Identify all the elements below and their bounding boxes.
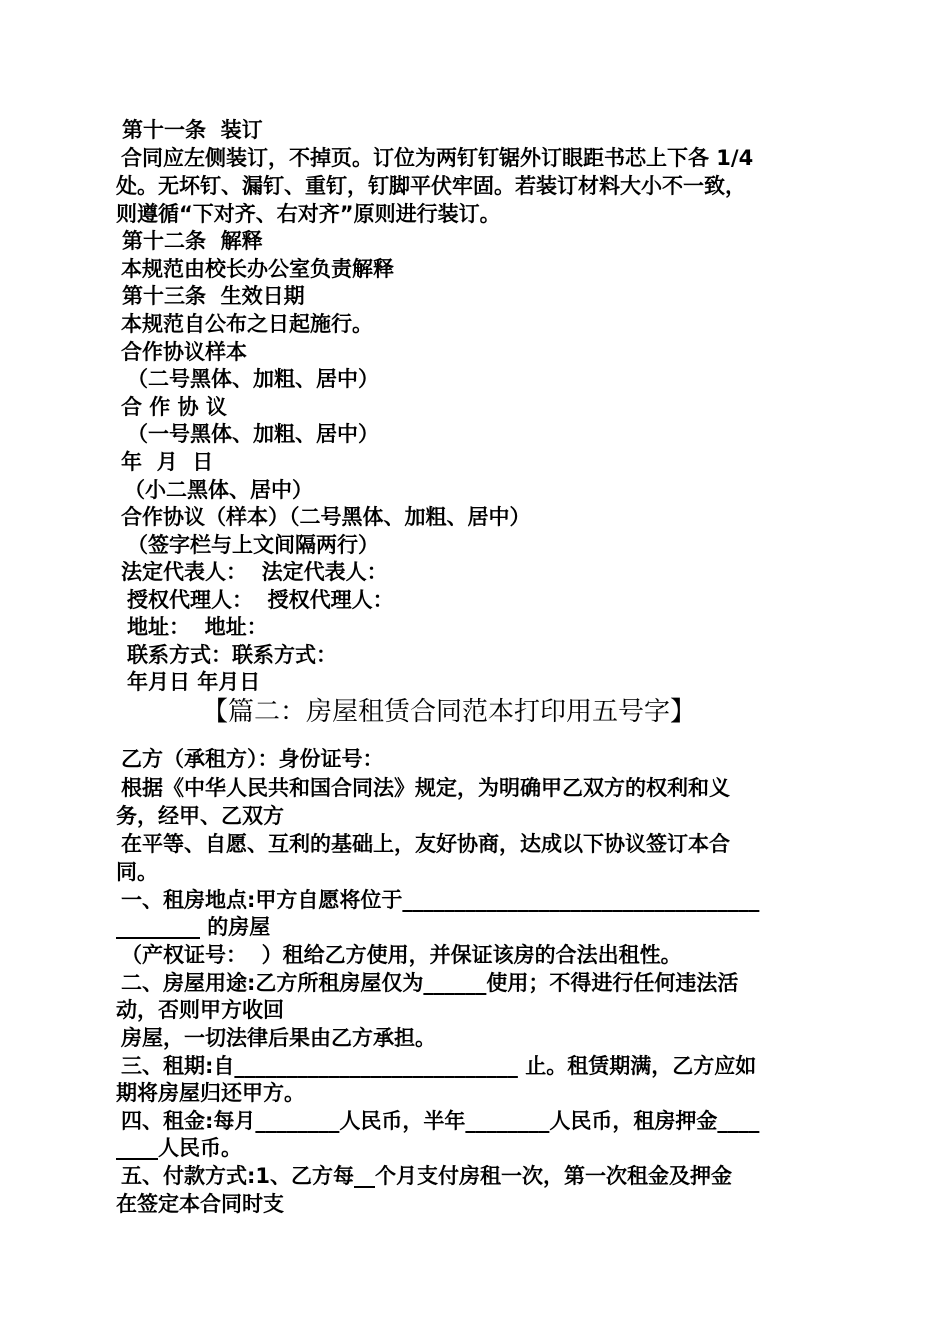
body-line: 根据《中华人民共和国合同法》规定，为明确甲乙双方的权利和义 bbox=[121, 776, 730, 800]
body-line: 同。 bbox=[116, 860, 158, 884]
body-line: 本规范由校长办公室负责解释 bbox=[121, 257, 394, 281]
body-line: ____人民币。 bbox=[116, 1136, 242, 1160]
body-line: 在平等、自愿、互利的基础上，友好协商，达成以下协议签订本合 bbox=[121, 832, 730, 856]
section-heading: 【篇二：房屋租赁合同范本打印用五号字】 bbox=[202, 697, 697, 727]
body-line: 一、租房地点:甲方自愿将位于__________________________________ bbox=[121, 888, 760, 912]
body-line: 合作协议（样本）（二号黑体、加粗、居中） bbox=[121, 505, 531, 529]
body-line: （签字栏与上文间隔两行） bbox=[127, 533, 379, 557]
body-line: 合作协议样本 bbox=[121, 340, 247, 364]
body-line: 合 作 协 议 bbox=[121, 395, 227, 419]
signature-line: 地址： 地址： bbox=[127, 615, 268, 639]
signature-line: 年月日 年月日 bbox=[127, 670, 261, 694]
body-line: 年 月 日 bbox=[121, 450, 214, 474]
article-13-heading: 第十三条 生效日期 bbox=[122, 284, 305, 308]
body-line: 务，经甲、乙双方 bbox=[116, 804, 284, 828]
signature-line: 授权代理人： 授权代理人： bbox=[127, 588, 394, 612]
body-line: 则遵循“下对齐、右对齐”原则进行装订。 bbox=[116, 202, 501, 226]
body-line: （小二黑体、居中） bbox=[124, 478, 313, 502]
body-line: 本规范自公布之日起施行。 bbox=[121, 312, 373, 336]
article-12-heading: 第十二条 解释 bbox=[122, 229, 263, 253]
article-11-heading: 第十一条 装订 bbox=[122, 118, 263, 142]
body-line: ________ 的房屋 bbox=[116, 915, 271, 939]
body-line: 期将房屋归还甲方。 bbox=[116, 1081, 305, 1105]
body-line: 乙方（承租方）：身份证号： bbox=[121, 747, 384, 771]
body-line: （二号黑体、加粗、居中） bbox=[127, 367, 379, 391]
body-line: （一号黑体、加粗、居中） bbox=[127, 422, 379, 446]
body-line: 二、房屋用途:乙方所租房屋仅为______使用；不得进行任何违法活 bbox=[121, 971, 739, 995]
body-line: 动，否则甲方收回 bbox=[116, 998, 284, 1022]
body-line: 处。无坏钉、漏钉、重钉，钉脚平伏牢固。若装订材料大小不一致， bbox=[116, 174, 746, 198]
body-line: 四、租金:每月________人民币，半年________人民币，租房押金____ bbox=[121, 1109, 760, 1133]
signature-line: 联系方式：联系方式： bbox=[127, 643, 337, 667]
body-line: 三、租期:自___________________________ 止。租赁期满，乙方应如 bbox=[121, 1054, 757, 1078]
body-line: 在签定本合同时支 bbox=[116, 1192, 284, 1216]
body-line: （产权证号： ）租给乙方使用，并保证该房的合法出租性。 bbox=[121, 943, 682, 967]
body-line: 合同应左侧装订，不掉页。订位为两钉钉锯外订眼距书芯上下各 1/4 bbox=[121, 146, 754, 170]
body-line: 房屋，一切法律后果由乙方承担。 bbox=[121, 1026, 436, 1050]
signature-line: 法定代表人： 法定代表人： bbox=[121, 560, 388, 584]
body-line: 五、付款方式:1、乙方每__个月支付房租一次，第一次租金及押金 bbox=[121, 1164, 733, 1188]
